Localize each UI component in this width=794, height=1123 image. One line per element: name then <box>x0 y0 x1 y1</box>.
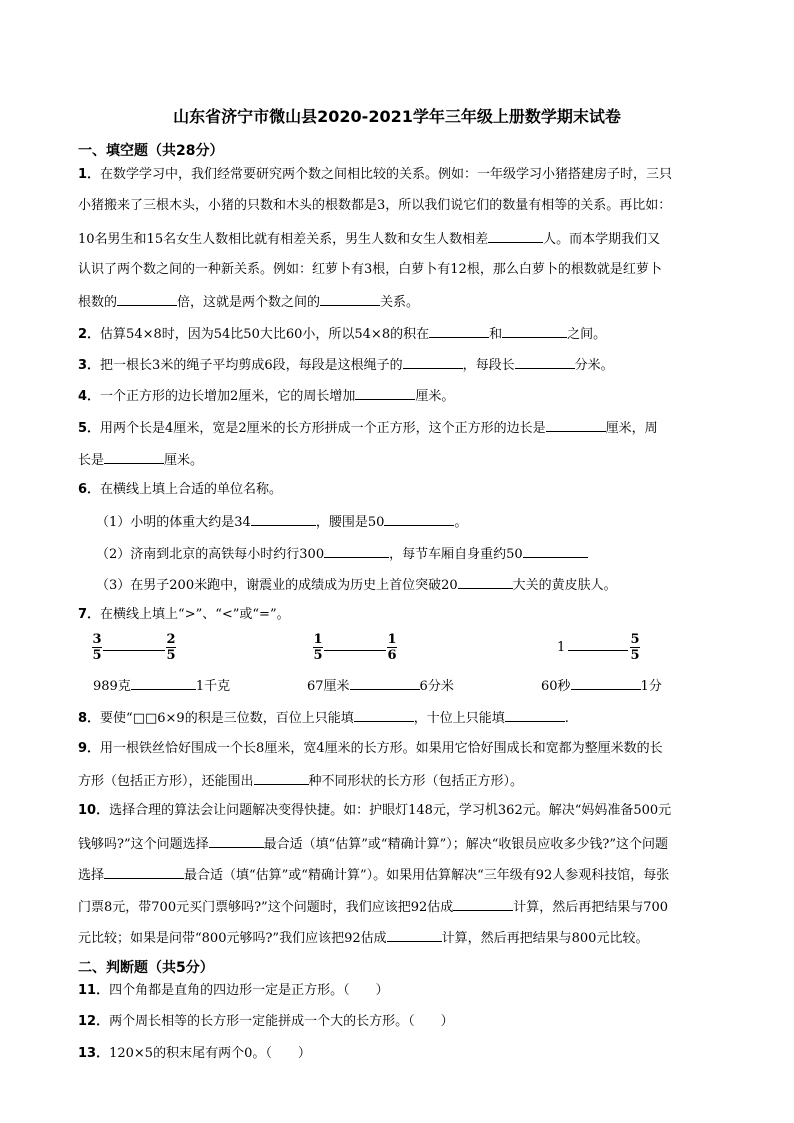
question-6-part-3 <box>96 575 724 595</box>
question-3 <box>78 355 724 375</box>
question-1-line-1 <box>78 166 724 184</box>
numerator: 3 <box>92 632 102 647</box>
question-text: 元比较；如果是问带“800元够吗?”我们应该把92估成 <box>78 931 387 946</box>
numerator: 1 <box>313 632 323 647</box>
question-text: 种不同形状的长方形（包括正方形）。 <box>308 774 524 789</box>
answer-blank[interactable] <box>387 928 442 942</box>
answer-blank[interactable] <box>251 512 316 526</box>
question-text: 一个正方形的边长增加2厘米，它的周长增加 <box>100 389 356 404</box>
answer-blank[interactable] <box>502 324 567 338</box>
question-text: （1）小明的体重大约是34 <box>96 515 251 530</box>
question-10-line-4 <box>78 897 724 917</box>
question-text: 方形（包括正方形），还能围出 <box>78 774 254 789</box>
answer-blank[interactable] <box>209 834 264 848</box>
answer-blank[interactable] <box>571 676 641 690</box>
answer-blank[interactable] <box>104 450 164 464</box>
denominator: 5 <box>313 648 323 663</box>
question-number: 6． <box>78 482 101 497</box>
question-text: 把一根长3米的绳子平均剪成6段，每段是这根绳子的 <box>100 358 403 373</box>
question-4 <box>78 386 724 406</box>
answer-blank[interactable] <box>568 650 628 651</box>
question-text: 用一根铁丝恰好围成一个长8厘米，宽4厘米的长方形。如果用它恰好围成长和宽都为整厘米数的长 <box>100 741 663 756</box>
question-text: 1分 <box>640 679 662 694</box>
question-number: 1． <box>78 167 101 182</box>
fraction-1-5 <box>313 632 323 663</box>
question-text: 10名男生和15名女生人数相比就有相差关系，男生人数和女生人数相差 <box>78 232 489 247</box>
question-text: 在横线上填上合适的单位名称。 <box>100 482 283 497</box>
question-text: 分米。 <box>574 358 614 373</box>
section-judgement-heading: 二、判断题（共5分） <box>78 960 214 976</box>
section-fill-in-heading: 一、填空题（共28分） <box>78 143 224 159</box>
question-text: 最合适（填“估算”或“精确计算”）。如果用估算解决“三年级有92人参观科技馆，每张 <box>184 868 670 883</box>
question-text: 小猪搬来了三根木头，小猪的只数和木头的根数都是3，所以我们说它们的数量有相等的关系。再比如： <box>78 198 672 213</box>
answer-blank[interactable] <box>103 650 165 651</box>
answer-blank[interactable] <box>488 229 543 243</box>
question-text: ，腰围是50 <box>315 515 385 530</box>
question-text: ，每节车厢自身重约50 <box>389 547 523 562</box>
question-10-line-1 <box>78 802 724 820</box>
question-number: 3． <box>78 358 101 373</box>
denominator: 5 <box>92 648 102 663</box>
answer-blank[interactable] <box>350 676 420 690</box>
question-text: 计算，然后再把结果与800元比较。 <box>441 931 649 946</box>
question-text: 在数学学习中，我们经常要研究两个数之间相比较的关系。例如：一年级学习小猪搭建房子时，三只 <box>100 167 673 182</box>
question-text: . <box>564 711 569 726</box>
question-text: 钱够吗?”这个问题选择 <box>78 837 209 852</box>
answer-blank[interactable] <box>429 324 489 338</box>
page-title: 山东省济宁市微山县2020-2021学年三年级上册数学期末试卷 <box>173 107 621 126</box>
question-number: 12． <box>78 1014 110 1029</box>
question-5-line-1 <box>78 418 724 438</box>
question-text: ，每段长 <box>462 358 515 373</box>
numerator: 5 <box>630 632 640 647</box>
question-number: 13． <box>78 1046 110 1061</box>
question-text: （2）济南到北京的高铁每小时约行300 <box>96 547 325 562</box>
question-text: 用两个长是4厘米，宽是2厘米的长方形拼成一个正方形，这个正方形的边长是 <box>100 421 546 436</box>
answer-blank[interactable] <box>458 575 513 589</box>
question-text: 最合适（填“估算”或“精确计算”）；解决“收银员应收多少钱?”这个问题 <box>263 837 668 852</box>
question-number: 8． <box>78 711 101 726</box>
question-1-line-3 <box>78 229 724 249</box>
question-number: 10． <box>78 803 110 818</box>
question-2 <box>78 324 724 344</box>
question-number: 4． <box>78 389 101 404</box>
question-text: 选择合理的算法会让问题解决变得快捷。如：护眼灯148元，学习机362元。解决“妈妈准备500元 <box>109 803 672 818</box>
answer-blank[interactable] <box>320 292 380 306</box>
question-text: 估算54×8时，因为54比50大比60小，所以54×8的积在 <box>100 327 430 342</box>
question-text: 厘米。 <box>415 389 455 404</box>
question-text: 和 <box>489 327 503 342</box>
fraction-1-6 <box>387 632 397 663</box>
denominator: 5 <box>166 648 176 663</box>
answer-blank[interactable] <box>324 544 389 558</box>
question-text: 门票8元，带700元买门票够吗?”这个问题时，我们应该把92估成 <box>78 900 454 915</box>
question-text: ，十位上只能填 <box>413 711 505 726</box>
answer-blank[interactable] <box>117 292 177 306</box>
question-6-part-2 <box>96 544 724 564</box>
answer-blank[interactable] <box>355 386 415 400</box>
comparison-time <box>541 676 662 696</box>
answer-blank[interactable] <box>546 418 606 432</box>
answer-blank[interactable] <box>515 355 575 369</box>
question-text: 两个周长相等的长方形一定能拼成一个大的长方形。（ ） <box>109 1014 454 1029</box>
answer-blank[interactable] <box>104 865 184 879</box>
numerator: 2 <box>166 632 176 647</box>
denominator: 6 <box>387 648 397 663</box>
question-5-line-2 <box>78 450 724 470</box>
question-text: 长是 <box>78 453 105 468</box>
question-text: 1千克 <box>195 679 231 694</box>
fraction-5-5 <box>630 632 640 663</box>
question-8 <box>78 708 724 728</box>
question-text: 要使“□□6×9的积是三位数，百位上只能填 <box>100 711 354 726</box>
question-text: 厘米，周 <box>605 421 658 436</box>
question-text: 之间。 <box>567 327 607 342</box>
question-text: 120×5的积末尾有两个0。（ ） <box>109 1046 311 1061</box>
question-6-part-1 <box>96 512 724 532</box>
comparison-length <box>307 676 454 696</box>
question-text: 选择 <box>78 868 105 883</box>
question-text: 大关的黄皮肤人。 <box>512 578 617 593</box>
question-10-line-5 <box>78 928 724 948</box>
question-number: 11． <box>78 983 110 998</box>
answer-blank[interactable] <box>453 897 513 911</box>
question-9-line-1 <box>78 740 724 758</box>
question-text: 倍，这就是两个数之间的 <box>177 295 321 310</box>
question-7-stem <box>78 606 724 624</box>
question-text: 厘米。 <box>164 453 204 468</box>
question-text: 。 <box>454 515 468 530</box>
question-text: 人。而本学期我们又 <box>543 232 661 247</box>
question-10-line-2 <box>78 834 724 854</box>
question-6-stem <box>78 481 724 499</box>
answer-blank[interactable] <box>324 650 386 651</box>
question-number: 7． <box>78 607 101 622</box>
answer-blank[interactable] <box>384 512 454 526</box>
fraction-2-5 <box>166 632 176 663</box>
question-1-line-4 <box>78 261 724 279</box>
question-text: 认识了两个数之间的一种新关系。例如：红萝卜有3根，白萝卜有12根，那么白萝卜的根数就是红萝卜 <box>78 262 662 277</box>
question-text: 67厘米 <box>307 679 350 694</box>
question-text: 6分米 <box>419 679 454 694</box>
fraction-3-5 <box>92 632 102 663</box>
question-text: 在横线上填上“>”、“<”或“=”。 <box>100 607 290 622</box>
question-9-line-2 <box>78 771 724 791</box>
question-10-line-3 <box>78 865 724 885</box>
question-number: 5． <box>78 421 101 436</box>
whole-number-1: 1 <box>557 640 566 655</box>
answer-blank[interactable] <box>505 708 565 722</box>
question-13 <box>78 1045 724 1063</box>
question-1-line-2 <box>78 197 724 215</box>
question-text: （3）在男子200米跑中，谢震业的成绩成为历史上首位突破20 <box>96 578 458 593</box>
answer-blank[interactable] <box>254 771 309 785</box>
denominator: 5 <box>630 648 640 663</box>
question-number: 2． <box>78 327 101 342</box>
question-number: 9． <box>78 741 101 756</box>
question-text: 四个角都是直角的四边形一定是正方形。（ ） <box>109 983 389 998</box>
question-text: 60秒 <box>541 679 571 694</box>
question-text: 关系。 <box>380 295 420 310</box>
question-11 <box>78 982 724 1000</box>
answer-blank[interactable] <box>354 708 414 722</box>
numerator: 1 <box>387 632 397 647</box>
question-text: 989克 <box>93 679 131 694</box>
comparison-grams <box>93 676 230 696</box>
question-1-line-5 <box>78 292 724 312</box>
question-12 <box>78 1013 724 1031</box>
question-text: 根数的 <box>78 295 118 310</box>
question-text: 计算，然后再把结果与700 <box>513 900 669 915</box>
answer-blank[interactable] <box>131 676 196 690</box>
answer-blank[interactable] <box>403 355 463 369</box>
answer-blank[interactable] <box>523 544 588 558</box>
